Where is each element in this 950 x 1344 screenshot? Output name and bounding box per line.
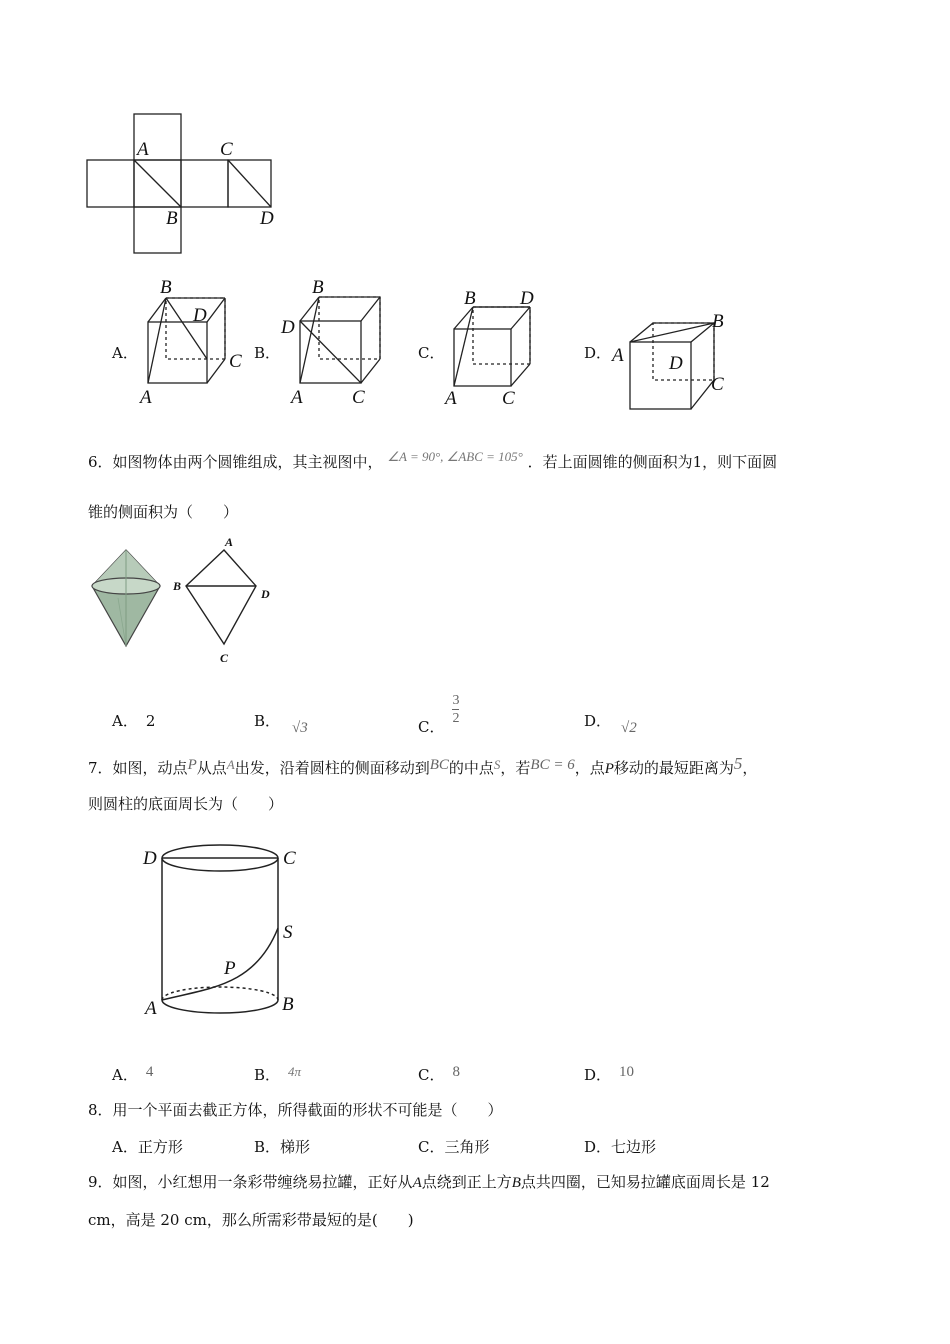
q5-option-a-cube (130, 275, 250, 405)
q5d-label-c: C (711, 374, 724, 395)
q9-question-line1: 9．如图，小红想用一条彩带缠绕易拉罐，正好从A点绕到正上方B点共四圈，已知易拉罐底面周长是 12 (88, 1173, 770, 1191)
q6-option-b-value: √3 (292, 720, 308, 736)
q7-option-a[interactable]: A． 4 (112, 1064, 154, 1084)
q5-option-a-letter[interactable]: A． (112, 344, 138, 362)
q6-option-a[interactable]: A． 2 (112, 712, 156, 730)
q5a-label-d: D (193, 305, 207, 326)
q6-option-c-denominator: 2 (452, 711, 460, 726)
q5-option-b-cube (278, 275, 388, 405)
q5c-label-c: C (502, 388, 515, 405)
q5d-label-d: D (669, 353, 683, 374)
q5-option-c-cube (440, 285, 550, 405)
q7-cylinder-figure (140, 838, 310, 1028)
q6-question-line1 (88, 449, 778, 473)
q5b-label-d: D (281, 317, 295, 338)
q6-option-d[interactable]: D． √2 (584, 712, 637, 736)
q8-option-d[interactable]: D．七边形 (584, 1138, 657, 1156)
q5b-label-a: A (291, 387, 303, 405)
q9-question-line2: cm，高是 20 cm，那么所需彩带最短的是( ) (88, 1211, 414, 1229)
q7-label-a: A (145, 998, 157, 1019)
q7-option-d[interactable]: D． 10 (584, 1064, 635, 1084)
q5-option-d-letter[interactable]: D． (584, 344, 612, 362)
q5a-label-a: A (140, 387, 152, 405)
q6-question-line2: 锥的侧面积为（ ） (88, 503, 239, 521)
q5c-label-a: A (445, 388, 457, 405)
q5a-label-c: C (229, 351, 242, 372)
q8-option-c[interactable]: C．三角形 (418, 1138, 490, 1156)
q6-number: 6． (88, 453, 113, 471)
q7-label-p: P (224, 958, 236, 979)
q8-option-a[interactable]: A．正方形 (112, 1138, 183, 1156)
q6-front-view-figure (170, 536, 280, 670)
q6-label-c: C (220, 651, 229, 665)
q5-option-c-letter[interactable]: C． (418, 344, 445, 362)
q7-label-d: D (143, 848, 157, 869)
q5d-label-a: A (612, 345, 624, 366)
net-label-b: B (166, 208, 178, 229)
q5a-label-b: B (160, 277, 172, 298)
q7-label-s: S (283, 922, 293, 943)
q6-option-b[interactable]: B． √3 (254, 712, 308, 736)
q7-label-b: B (282, 994, 294, 1015)
q8-option-b[interactable]: B．梯形 (254, 1138, 311, 1156)
q7-question-line2: 则圆柱的底面周长为（ ） (88, 795, 284, 813)
q8-question: 8．用一个平面去截正方体，所得截面的形状不可能是（ ） (88, 1101, 503, 1119)
q6-label-d: D (261, 587, 270, 601)
q5b-label-c: C (352, 387, 365, 405)
q5d-label-b: B (712, 311, 724, 332)
q7-label-c: C (283, 848, 296, 869)
cube-net-figure (80, 108, 290, 258)
net-label-a: A (137, 139, 149, 160)
q7-question-line1: 7．如图，动点P从点A出发，沿着圆柱的侧面移动到BC的中点S，若BC = 6，点P移动的最短距离为5， (88, 754, 758, 777)
q7-option-b[interactable]: B． 4π (254, 1064, 302, 1084)
q7-p: P (187, 757, 197, 773)
q7-option-c[interactable]: C． 8 (418, 1064, 460, 1084)
q6-text-after: ．若上面圆锥的侧面积为1，则下面圆 (527, 453, 778, 471)
q6-label-a: A (225, 536, 234, 549)
q5c-label-b: B (464, 288, 476, 309)
q6-option-d-value: √2 (621, 720, 637, 736)
net-label-c: C (220, 139, 233, 160)
q6-angles: ∠A = 90°, ∠ABC = 105° (387, 449, 523, 464)
q5-option-d-cube (608, 305, 738, 415)
q5-option-b-letter[interactable]: B． (254, 344, 281, 362)
q6-option-c-numerator: 3 (452, 693, 460, 708)
q6-option-c[interactable]: C． $\frac{3}{2}$ (418, 693, 460, 736)
q6-double-cone-photo (86, 546, 166, 650)
q6-text-before: 如图物体由两个圆锥组成，其主视图中， (112, 453, 383, 471)
q5c-label-d: D (520, 288, 534, 309)
q6-label-b: B (173, 579, 182, 593)
q5b-label-b: B (312, 277, 324, 298)
net-label-d: D (260, 208, 274, 229)
